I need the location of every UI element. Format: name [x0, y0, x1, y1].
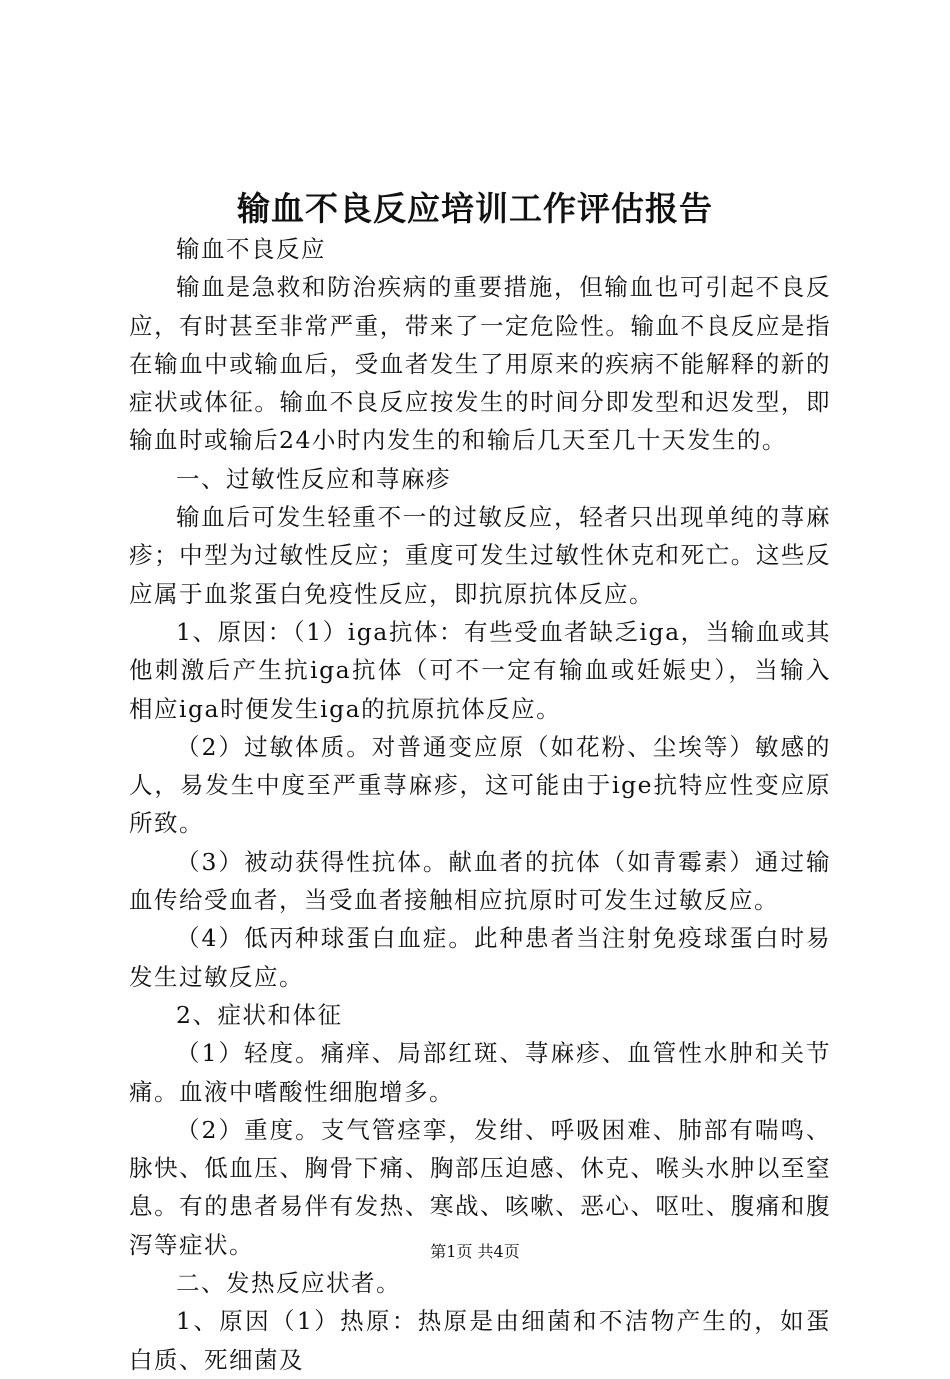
paragraph: 1、原因：（1）iga抗体：有些受血者缺乏iga，当输血或其他刺激后产生抗iga抗体（可不一定有输血或妊娠史），当输入相应iga时便发生iga的抗原抗体反应。 — [129, 617, 831, 723]
paragraph: 输血后可发生轻重不一的过敏反应，轻者只出现单纯的荨麻疹；中型为过敏性反应；重度可发生过敏性休克和死亡。这些反应属于血浆蛋白免疫性反应，即抗原抗体反应。 — [129, 503, 831, 608]
paragraph: 输血不良反应 — [176, 235, 326, 263]
page-footer: 第1页 共4页 — [430, 1242, 520, 1261]
paragraph: （2）重度。支气管痉挛，发绀、呼吸困难、肺部有喘鸣、脉快、低血压、胸骨下痛、胸部压迫感、休克、喉头水肿以至窒息。有的患者易伴有发热、寒战、咳嗽、恶心、呕吐、腹痛和腹泻等症状。 — [129, 1115, 831, 1259]
document-body — [129, 230, 831, 1379]
document-title: 输血不良反应培训工作评估报告 — [237, 189, 713, 228]
paragraph: 1、原因（1）热原：热原是由细菌和不洁物产生的，如蛋白质、死细菌及 — [129, 1307, 831, 1374]
section-heading: 一、过敏性反应和荨麻疹 — [176, 464, 451, 493]
section-heading: 二、发热反应状者。 — [176, 1269, 401, 1298]
paragraph: （1）轻度。痛痒、局部红斑、荨麻疹、血管性水肿和关节痛。血液中嗜酸性细胞增多。 — [129, 1039, 831, 1106]
subsection-heading: 2、症状和体征 — [176, 1000, 343, 1029]
paragraph: （4）低丙种球蛋白血症。此种患者当注射免疫球蛋白时易发生过敏反应。 — [129, 924, 831, 991]
paragraph: （3）被动获得性抗体。献血者的抗体（如青霉素）通过输血传给受血者，当受血者接触相应抗原时可发生过敏反应。 — [129, 847, 831, 915]
paragraph: （2）过敏体质。对普通变应原（如花粉、尘埃等）敏感的人，易发生中度至严重荨麻疹，这可能由于ige抗特应性变应原所致。 — [129, 732, 831, 838]
paragraph: 输血是急救和防治疾病的重要措施，但输血也可引起不良反应，有时甚至非常严重，带来了一定危险性。输血不良反应是指在输血中或输血后，受血者发生了用原来的疾病不能解释的新的症状或体征。输血不良反应按发生的时间分即发型和迟发型，即输血时或输后24小时内发生的和输后几天至几十天发生的。 — [129, 273, 831, 455]
